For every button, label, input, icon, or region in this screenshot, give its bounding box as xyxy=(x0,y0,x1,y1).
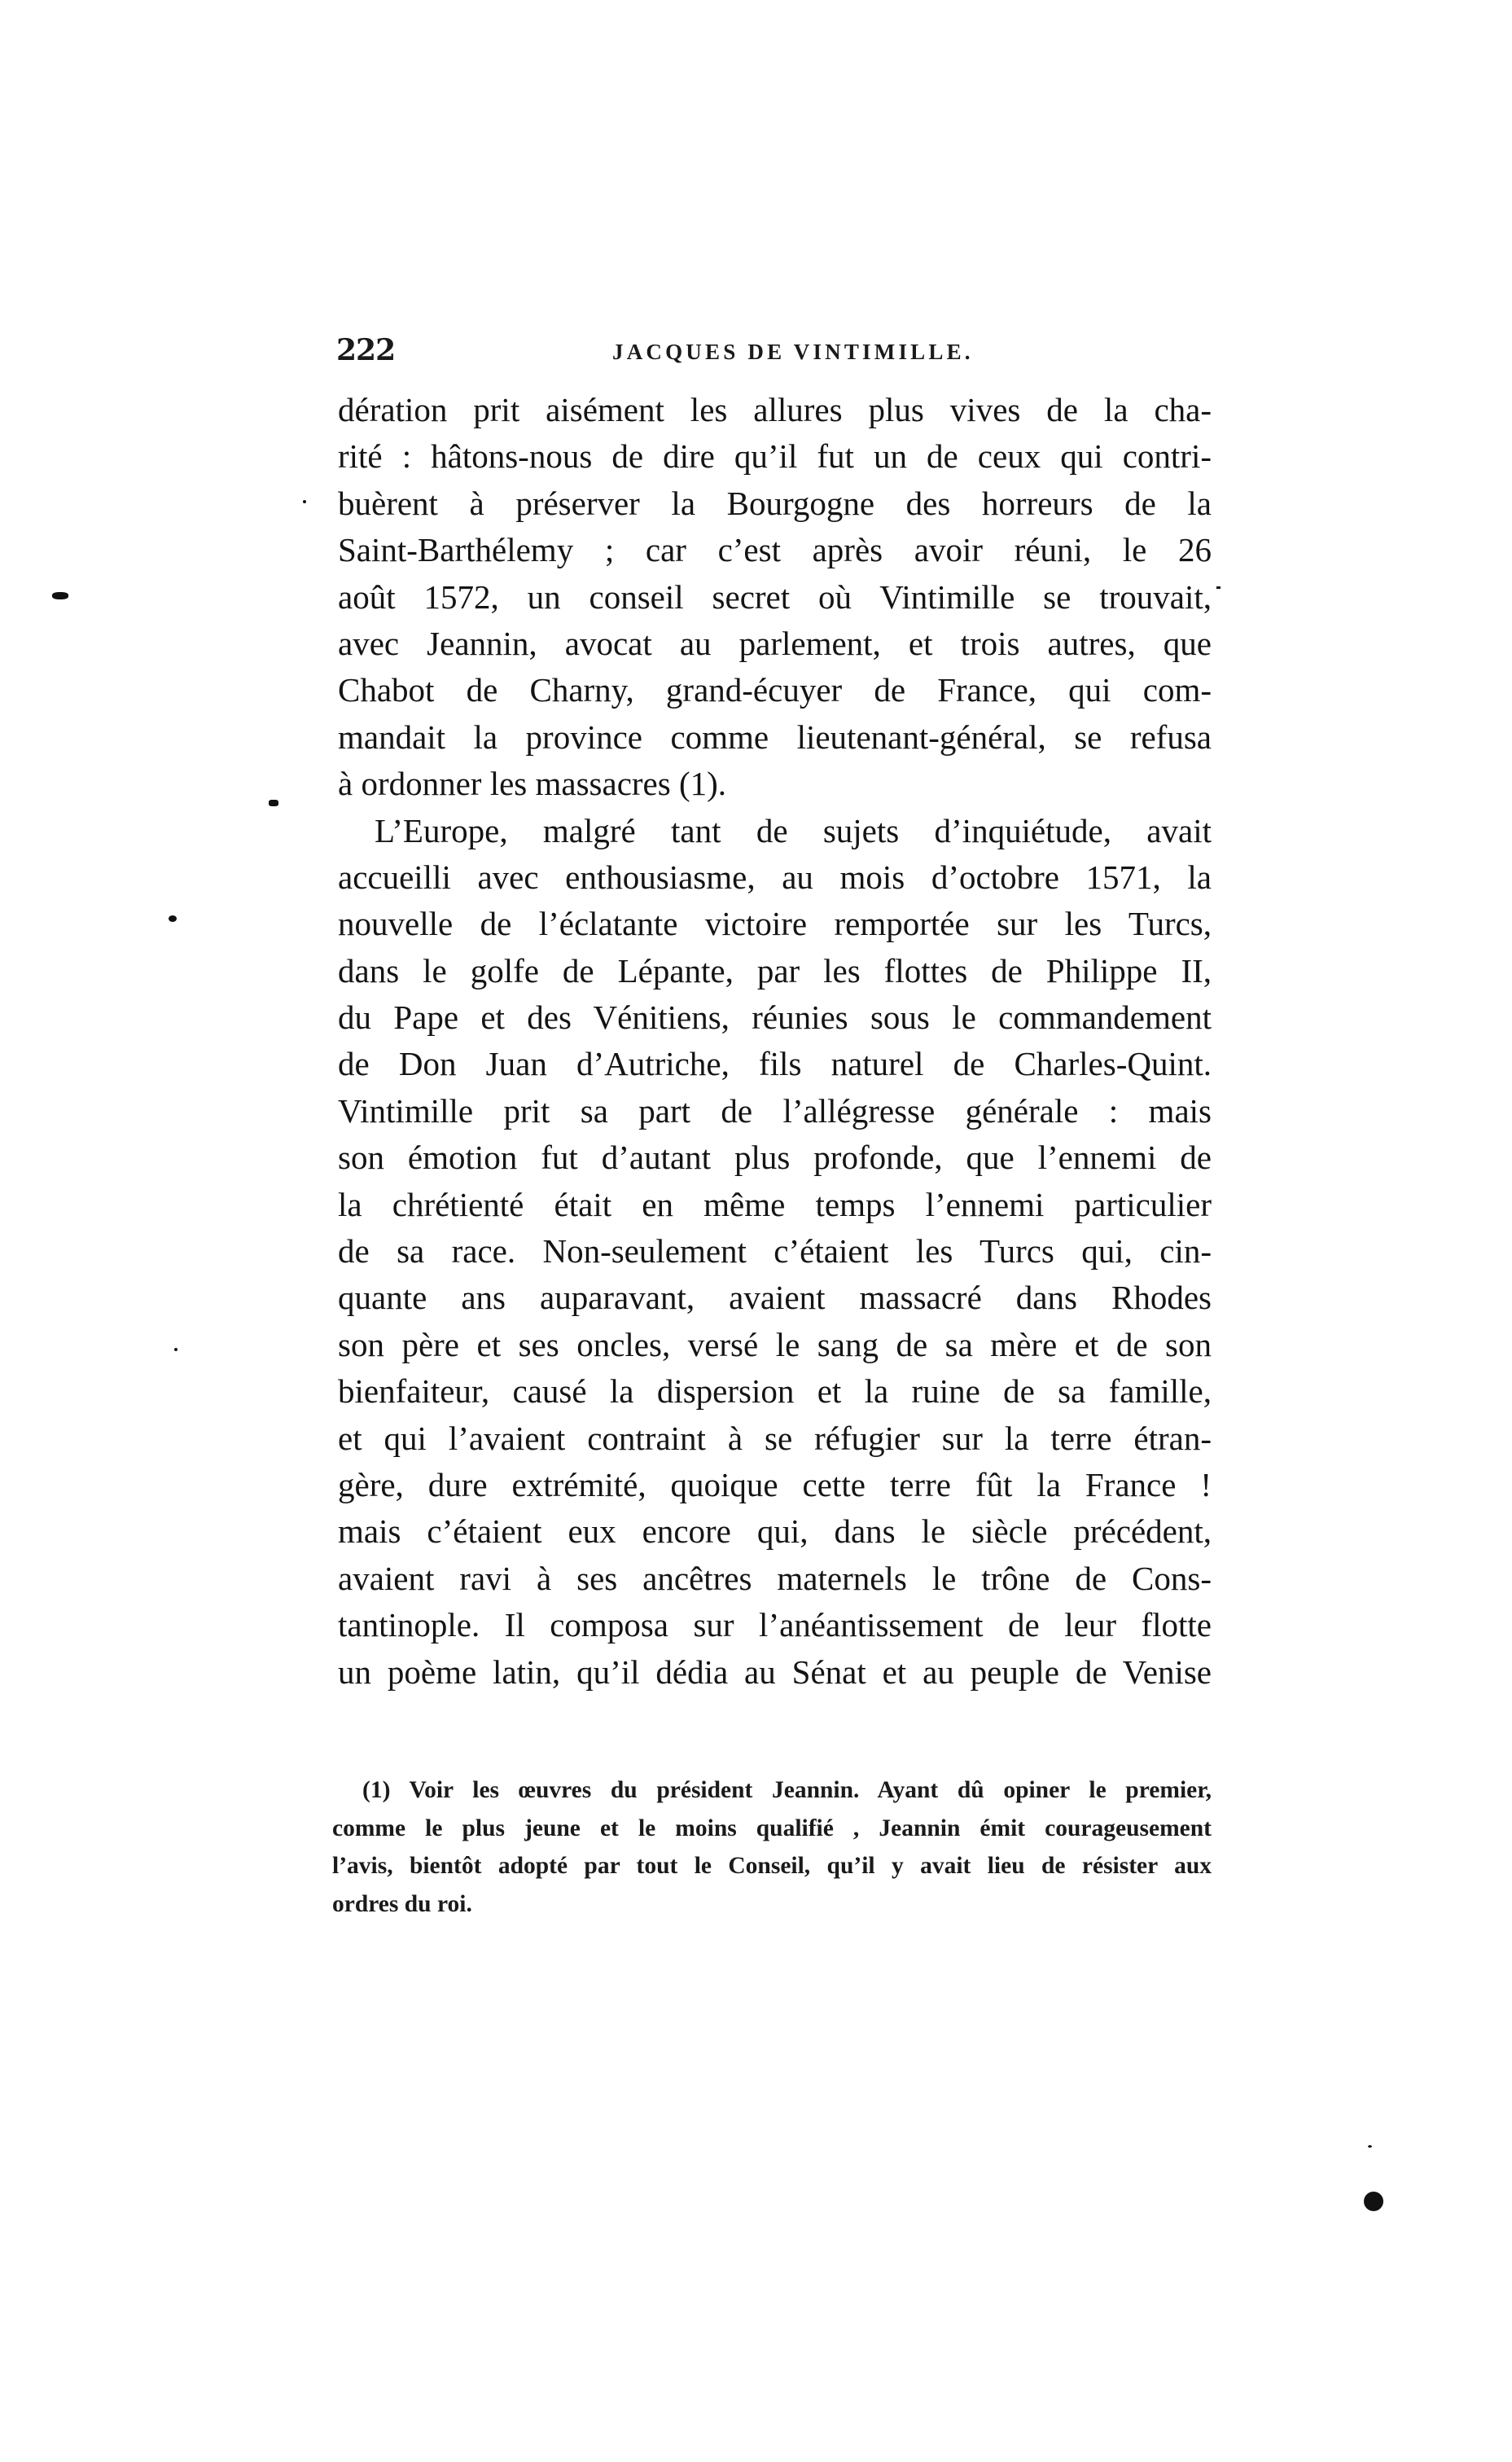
paragraph-1 xyxy=(338,387,1212,808)
text-line: son père et ses oncles, versé le sang de sa mère et de son xyxy=(338,1325,1212,1363)
text-line: quante ans auparavant, avaient massacré dans Rhodes xyxy=(338,1279,1212,1317)
text-line: L’Europe, malgré tant de sujets d’inquiétude, avait xyxy=(375,811,1212,849)
footnote-line: comme le plus jeune et le moins qualifié , Jeannin émit courageusement xyxy=(332,1815,1212,1841)
text-line: dération prit aisément les allures plus vives de la cha- xyxy=(338,391,1212,428)
footnote xyxy=(332,1771,1212,1923)
scan-speck xyxy=(303,500,306,503)
text-line: Saint-Barthélemy ; car c’est après avoir réuni, le 26 xyxy=(338,531,1212,569)
scan-speck xyxy=(1216,586,1221,589)
scan-speck xyxy=(169,915,177,922)
text-line: un poème latin, qu’il dédia au Sénat et au peuple de Venise xyxy=(338,1652,1212,1691)
text-line: Chabot de Charny, grand-écuyer de France, qui com- xyxy=(338,671,1212,709)
paragraph-2 xyxy=(338,808,1212,1696)
scan-speck xyxy=(174,1348,177,1351)
text-line: la chrétienté était en même temps l’ennemi particulier xyxy=(338,1185,1212,1223)
text-line: nouvelle de l’éclatante victoire remportée sur les Turcs, xyxy=(338,905,1212,943)
text-line: gère, dure extrémité, quoique cette terre fût la France ! xyxy=(338,1465,1212,1503)
text-line: accueilli avec enthousiasme, au mois d’octobre 1571, la xyxy=(338,858,1212,896)
running-title: JACQUES DE VINTIMILLE. xyxy=(612,340,974,364)
scan-speck xyxy=(52,592,68,599)
text-line: avaient ravi à ses ancêtres maternels le trône de Cons- xyxy=(338,1559,1212,1597)
text-line: Vintimille prit sa part de l’allégresse générale : mais xyxy=(338,1091,1212,1130)
text-line: son émotion fut d’autant plus profonde, que l’ennemi de xyxy=(338,1139,1212,1177)
text-line: mandait la province comme lieutenant-général, se refusa xyxy=(338,718,1212,756)
footnote-line: ordres du roi. xyxy=(332,1890,472,1917)
scan-speck xyxy=(1368,2145,1372,2148)
text-line: mais c’étaient eux encore qui, dans le siècle précédent, xyxy=(338,1512,1212,1551)
body-text xyxy=(338,387,1212,1696)
text-line: du Pape et des Vénitiens, réunies sous le commandement xyxy=(338,998,1212,1037)
scan-speck xyxy=(1364,2192,1383,2211)
text-line: buèrent à préserver la Bourgogne des horreurs de la xyxy=(338,484,1212,522)
text-line-with-footnote-ref: à ordonner les massacres (1). xyxy=(338,765,727,803)
text-line: dans le golfe de Lépante, par les flottes de Philippe II, xyxy=(338,951,1212,990)
text-line: de sa race. Non-seulement c’étaient les Turcs qui, cin- xyxy=(338,1232,1212,1270)
text-line: avec Jeannin, avocat au parlement, et trois autres, que xyxy=(338,624,1212,662)
footnote-line: (1) Voir les œuvres du président Jeannin. Ayant dû opiner le premier, xyxy=(362,1777,1212,1803)
text-line: bienfaiteur, causé la dispersion et la ruine de sa famille, xyxy=(338,1372,1212,1411)
footnote-line: l’avis, bientôt adopté par tout le Conseil, qu’il y avait lieu de résister aux xyxy=(332,1853,1212,1879)
text-line: et qui l’avaient contraint à se réfugier sur la terre étran- xyxy=(338,1419,1212,1457)
text-line: de Don Juan d’Autriche, fils naturel de Charles-Quint. xyxy=(338,1045,1212,1083)
page-number: 222 xyxy=(336,333,396,367)
text-line: tantinople. Il composa sur l’anéantissement de leur flotte xyxy=(338,1606,1212,1644)
running-head xyxy=(336,334,1212,366)
text-line: rité : hâtons-nous de dire qu’il fut un de ceux qui contri- xyxy=(338,437,1212,476)
scan-speck xyxy=(269,800,278,806)
text-line: août 1572, un conseil secret où Vintimille se trouvait, xyxy=(338,577,1212,616)
